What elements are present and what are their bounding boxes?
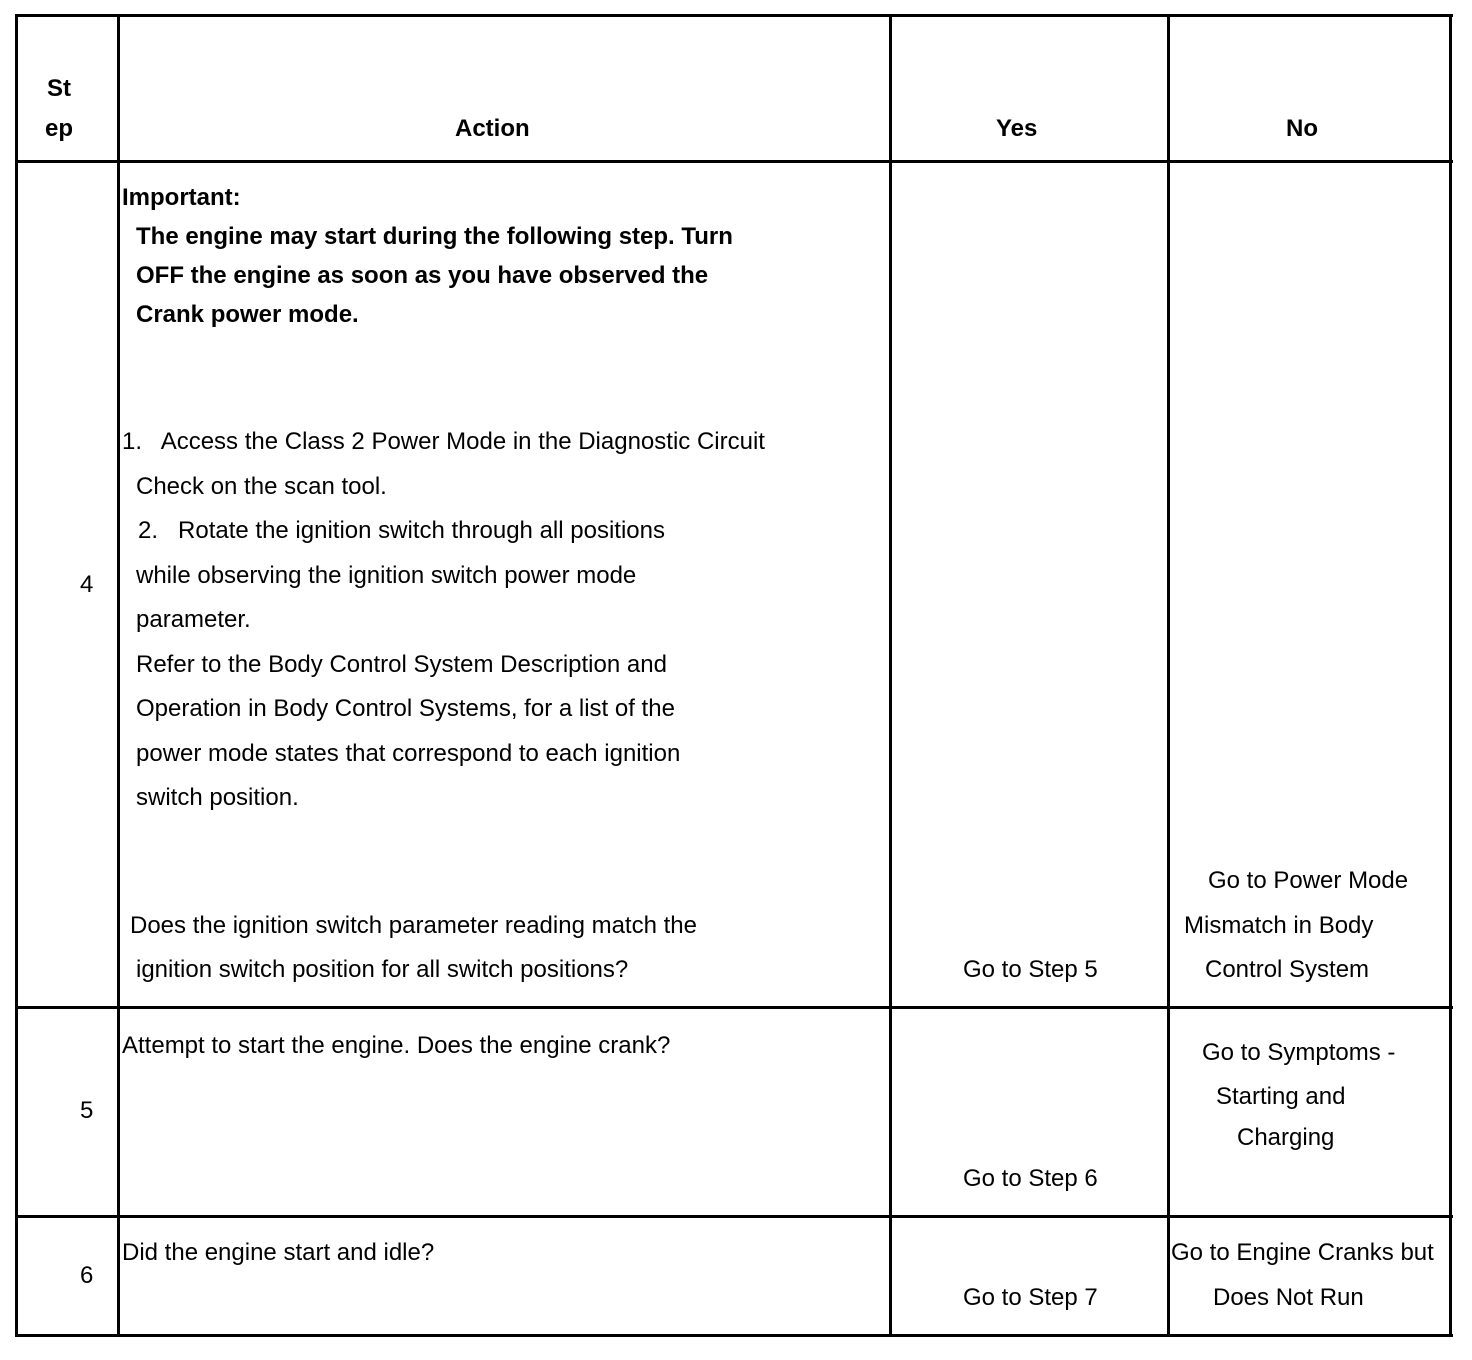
- action-line: Did the engine start and idle?: [122, 1239, 435, 1266]
- no-result: Charging: [1237, 1124, 1335, 1151]
- action-line: Operation in Body Control Systems, for a list of the: [136, 695, 675, 722]
- action-line: while observing the ignition switch power mode: [136, 562, 637, 589]
- header-no: No: [1286, 115, 1318, 142]
- important-label: Important:: [122, 184, 241, 211]
- step-number: 5: [80, 1097, 94, 1124]
- header-step: ep: [45, 115, 74, 142]
- question-line: Does the ignition switch parameter reading match the: [130, 912, 697, 939]
- column-divider: [889, 14, 892, 1337]
- no-result: Go to Symptoms -: [1202, 1039, 1396, 1066]
- action-line: switch position.: [136, 784, 299, 811]
- column-divider: [1167, 14, 1170, 1337]
- action-line: Attempt to start the engine. Does the engine crank?: [122, 1032, 671, 1059]
- yes-result: Go to Step 5: [963, 956, 1098, 983]
- no-cell: [1170, 1218, 1450, 1334]
- step-number: 6: [80, 1262, 94, 1289]
- no-result: Go to Engine Cranks but: [1171, 1239, 1434, 1266]
- important-text: The engine may start during the following step. Turn: [136, 223, 733, 250]
- no-result: Starting and: [1216, 1083, 1346, 1110]
- no-result: Go to Power Mode: [1208, 867, 1409, 894]
- yes-result: Go to Step 6: [963, 1165, 1098, 1192]
- table-border-bottom: [16, 1334, 1453, 1337]
- no-result: Control System: [1205, 956, 1370, 983]
- important-text: Crank power mode.: [136, 301, 359, 328]
- question-line: ignition switch position for all switch positions?: [136, 956, 629, 983]
- no-result: Does Not Run: [1213, 1284, 1364, 1311]
- action-line: 2. Rotate the ignition switch through all positions: [138, 517, 665, 544]
- header-action: Action: [455, 115, 530, 142]
- action-line: 1. Access the Class 2 Power Mode in the Diagnostic Circuit: [122, 428, 765, 455]
- header-divider: [16, 160, 1453, 163]
- table-border-top: [16, 14, 1453, 17]
- no-result: Mismatch in Body: [1184, 912, 1374, 939]
- action-line: parameter.: [136, 606, 251, 633]
- action-line: Check on the scan tool.: [136, 473, 387, 500]
- table-border-right: [1449, 14, 1452, 1337]
- important-text: OFF the engine as soon as you have observed the: [136, 262, 709, 289]
- column-divider: [117, 14, 120, 1337]
- table-border-left: [15, 14, 18, 1337]
- header-yes: Yes: [996, 115, 1038, 142]
- step-number: 4: [80, 571, 94, 598]
- action-line: Refer to the Body Control System Description and: [136, 651, 667, 678]
- header-step: St: [47, 75, 71, 102]
- yes-result: Go to Step 7: [963, 1284, 1098, 1311]
- action-line: power mode states that correspond to each ignition: [136, 740, 681, 767]
- row-divider: [16, 1006, 1453, 1009]
